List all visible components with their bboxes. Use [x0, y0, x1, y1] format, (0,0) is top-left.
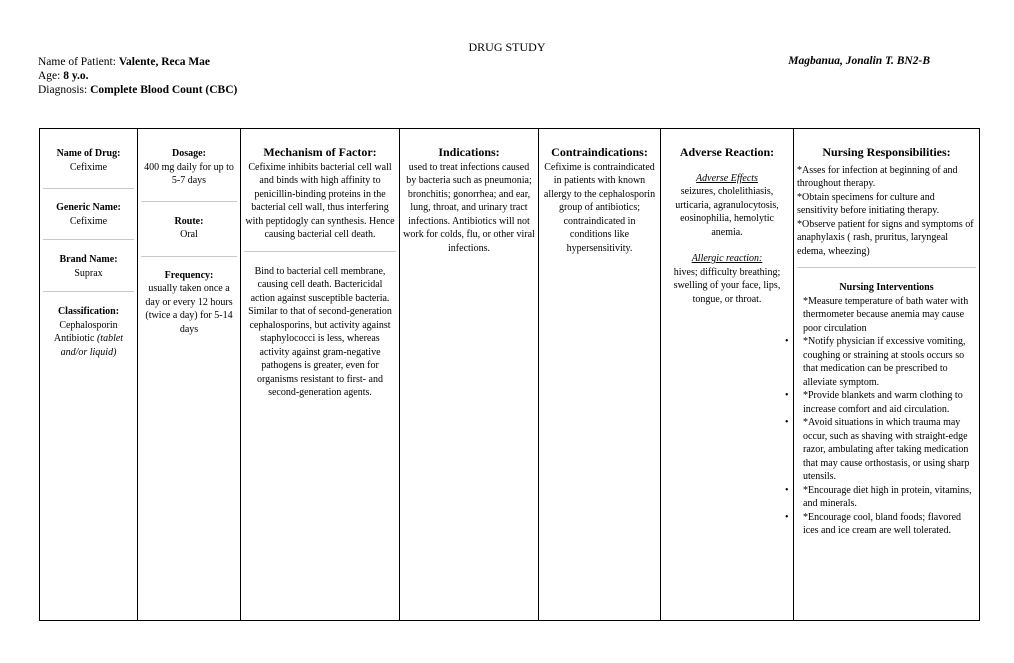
frequency-value: usually taken once a day or every 12 hours (twice a day) for 5-14 days	[145, 283, 233, 335]
indications-heading: Indications:	[438, 145, 500, 159]
nursing-interventions	[794, 281, 979, 538]
drug-name-value: Cefixime	[69, 161, 108, 173]
route-value: Oral	[180, 229, 198, 240]
drug-column	[40, 129, 138, 621]
divider	[141, 256, 237, 257]
classification-label: Classification:	[57, 306, 120, 317]
generic-name-label: Generic Name:	[56, 202, 121, 213]
dosage-value: 400 mg daily for up to 5-7 days	[144, 161, 234, 186]
divider	[43, 239, 134, 240]
route-block	[138, 215, 240, 242]
intervention-item: • *Provide blankets and warm clothing to increase comfort and aid circulation.	[797, 389, 976, 416]
interventions-heading: Nursing Interventions	[839, 282, 934, 293]
intervention-item: • *Avoid situations in which trauma may occur, such as shaving with straight-edge razor, ambulating after taking medication that may cause orthostasis, or using sharp utensils.	[797, 416, 976, 484]
intervention-item: • *Notify physician if excessive vomiting, coughing or straining at stools occurs so that medication can be prescribed to alleviate symptom.	[797, 335, 976, 389]
dosage-block	[138, 147, 240, 188]
brand-name-label: Brand Name:	[59, 254, 118, 265]
frequency-label: Frequency:	[164, 269, 214, 281]
patient-age-line	[38, 69, 88, 83]
nursing-heading: Nursing Responsibilities:	[822, 145, 951, 159]
divider	[43, 188, 134, 189]
brand-name-block	[40, 253, 137, 280]
divider	[141, 201, 237, 202]
generic-name-value: Cefixime	[69, 215, 108, 227]
generic-name-block	[40, 201, 137, 228]
patient-name-value: Valente, Reca Mae	[118, 56, 211, 68]
classification-note: (tablet and/or liquid)	[60, 333, 124, 358]
allergic-reaction-label: Allergic reaction:	[691, 253, 763, 264]
document-title: DRUG STUDY	[468, 40, 546, 54]
contraindications-heading: Contraindications:	[551, 145, 648, 159]
patient-name-label: Name of Patient:	[38, 56, 116, 68]
intervention-item: *Measure temperature of bath water with thermometer because anemia may cause poor circulation	[803, 295, 969, 334]
adverse-effects-label: Adverse Effects	[696, 172, 758, 184]
patient-name-line	[38, 55, 210, 69]
indications-text: used to treat infections caused by bacteria such as pneumonia; bronchitis; gonorrhea; and ear, lung, throat, and urinary tract infections. Antibiotics will not work for colds, flu, or other viral infections.	[403, 161, 535, 254]
dosage-label: Dosage:	[172, 148, 206, 159]
brand-name-value: Suprax	[74, 267, 103, 279]
adverse-effects-text: seizures, cholelithiasis, urticaria, agranulocytosis, eosinophilia, hemolytic anemia.	[675, 186, 779, 238]
indications-block	[400, 146, 538, 255]
responsibility-item: *Obtain specimens for culture and sensitivity before initiating therapy.	[797, 191, 940, 216]
mechanism-block	[241, 146, 399, 242]
dosage-column	[138, 129, 241, 621]
divider	[797, 267, 976, 268]
allergic-reaction-text: hives; difficulty breathing; swelling of your face, lips, tongue, or throat.	[673, 266, 781, 305]
mechanism-text-2: Bind to bacterial cell membrane, causing cell death. Bactericidal action against susceptible bacteria. Similar to that of second-generation cephalosporins, but activity against staphylococci is less, whereas activity against gram-negative pathogens is greater, even for organisms resistant to first- and second-generation agents.	[248, 265, 392, 398]
patient-age-value: 8 y.o.	[63, 70, 89, 82]
nursing-responsibilities	[794, 146, 979, 258]
contraindications-text: Cefixime is contraindicated in patients with known allergy to the cephalosporin group of antibiotics; contraindicated in conditions like hypersensitivity.	[543, 161, 656, 254]
patient-diagnosis-label: Diagnosis:	[38, 84, 88, 96]
responsibility-item: *Observe patient for signs and symptoms of anaphylaxis ( rash, pruritus, laryngeal edema, wheezing)	[797, 218, 974, 257]
responsibility-item: *Asses for infection at beginning of and throughout therapy.	[797, 164, 958, 189]
patient-diagnosis-line	[38, 83, 237, 97]
contraindications-block	[539, 146, 660, 255]
mechanism-text-1: Cefixime inhibits bacterial cell wall and binds with high affinity to penicillin-binding proteins in the bacterial cell wall, thus interfering with peptidogly can synthesis. Hence causing bacterial cell death.	[245, 161, 395, 240]
adverse-column	[661, 129, 794, 621]
route-label: Route:	[174, 215, 204, 227]
classification-block	[40, 305, 137, 359]
frequency-block	[138, 269, 240, 337]
divider	[43, 291, 134, 292]
nursing-column	[794, 129, 980, 621]
classification-value: Cephalosporin Antibiotic	[53, 319, 118, 344]
interventions-list	[797, 295, 976, 538]
mechanism-heading: Mechanism of Factor:	[263, 145, 377, 159]
divider	[244, 251, 396, 252]
intervention-item: • *Encourage diet high in protein, vitamins, and minerals.	[797, 484, 976, 511]
intervention-item: • *Encourage cool, bland foods; flavored ices and ice cream are well tolerated.	[797, 511, 976, 538]
indications-column	[400, 129, 539, 621]
contraindications-column	[539, 129, 661, 621]
patient-age-label: Age:	[38, 70, 61, 82]
drug-name-block	[40, 147, 137, 174]
student-name: Magbanua, Jonalin T. BN2-B	[788, 55, 930, 67]
drug-study-table	[39, 128, 980, 621]
adverse-block	[661, 146, 793, 306]
mechanism-column	[241, 129, 400, 621]
adverse-heading: Adverse Reaction:	[679, 145, 775, 159]
drug-name-label: Name of Drug:	[56, 148, 121, 159]
patient-diagnosis-value: Complete Blood Count (CBC)	[90, 84, 238, 96]
